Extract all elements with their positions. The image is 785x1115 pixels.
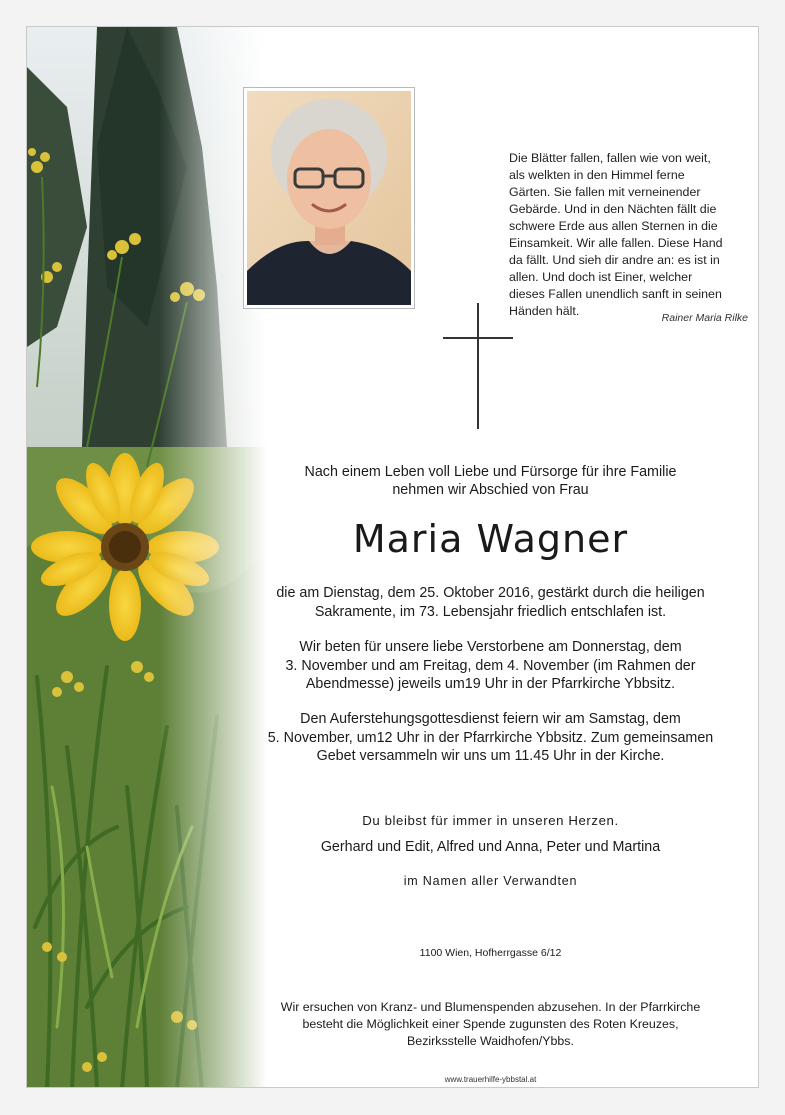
website-link[interactable]: www.trauerhilfe-ybbstal.at (444, 1075, 537, 1084)
portrait-photo (243, 87, 415, 309)
poem-line: schwere Erde aus allen Sternen in die (509, 219, 718, 233)
poem-line: Die Blätter fallen, fallen wie von weit, (509, 151, 711, 165)
intro-text (227, 463, 754, 499)
donation-line: besteht die Möglichkeit einer Spende zugunsten des Roten Kreuzes, (302, 1017, 679, 1031)
poem-line: dieses Fallen unendlich sanft in seinen (509, 287, 722, 301)
intro-line: Nach einem Leben voll Liebe und Fürsorge für ihre Familie (304, 464, 677, 480)
poem-line: Gebärde. Und in den Nächten fällt die (509, 202, 717, 216)
obituary-page (26, 26, 759, 1088)
service-notice (227, 710, 754, 766)
donation-line: Wir ersuchen von Kranz- und Blumenspenden abzusehen. In der Pfarrkirche (280, 1000, 701, 1014)
family-names: Gerhard und Edit, Alfred und Anna, Peter und Martina (320, 839, 661, 855)
poem-line: Einsamkeit. Wir alle fallen. Diese Hand (509, 236, 723, 250)
poem-line: allen. Und doch ist Einer, welcher (509, 270, 693, 284)
address: 1100 Wien, Hofherrgasse 6/12 (419, 947, 562, 959)
portrait-illustration (247, 91, 411, 305)
poem (509, 150, 749, 320)
service-line: Den Auferstehungsgottesdienst feiern wir am Samstag, dem (300, 711, 681, 727)
closing-line: Du bleibst für immer in unseren Herzen. (362, 813, 619, 828)
intro-line: nehmen wir Abschied von Frau (392, 482, 589, 498)
donation-line: Bezirksstelle Waidhofen/Ybbs. (407, 1034, 574, 1048)
death-notice-line: Sakramente, im 73. Lebensjahr friedlich entschlafen ist. (314, 603, 667, 620)
service-line: 5. November, um12 Uhr in der Pfarrkirche Ybbsitz. Zum gemeinsamen (267, 729, 714, 746)
death-notice-line: die am Dienstag, dem 25. Oktober 2016, gestärkt durch die heiligen (276, 585, 705, 601)
poem-author: Rainer Maria Rilke (661, 312, 748, 324)
prayer-line: 3. November und am Freitag, dem 4. November (im Rahmen der (285, 657, 696, 674)
prayer-notice (227, 638, 754, 694)
relatives-line: im Namen aller Verwandten (403, 874, 578, 888)
service-line: Gebet versammeln wir uns um 11.45 Uhr in der Kirche. (316, 748, 665, 764)
death-notice (227, 584, 754, 621)
donation-notice (227, 999, 754, 1050)
deceased-name: Maria Wagner (352, 517, 629, 561)
poem-line: als welkten in den Himmel ferne (509, 168, 685, 182)
poem-line: Händen hält. (509, 304, 580, 318)
cross-icon (443, 303, 513, 429)
prayer-line: Abendmesse) jeweils um19 Uhr in der Pfarrkirche Ybbsitz. (305, 676, 676, 692)
poem-line: da fällt. Und sieh dir andre an: es ist in (509, 253, 720, 267)
prayer-line: Wir beten für unsere liebe Verstorbene am Donnerstag, dem (299, 639, 682, 655)
poem-line: Gärten. Sie fallen mit verneinender (509, 185, 701, 199)
